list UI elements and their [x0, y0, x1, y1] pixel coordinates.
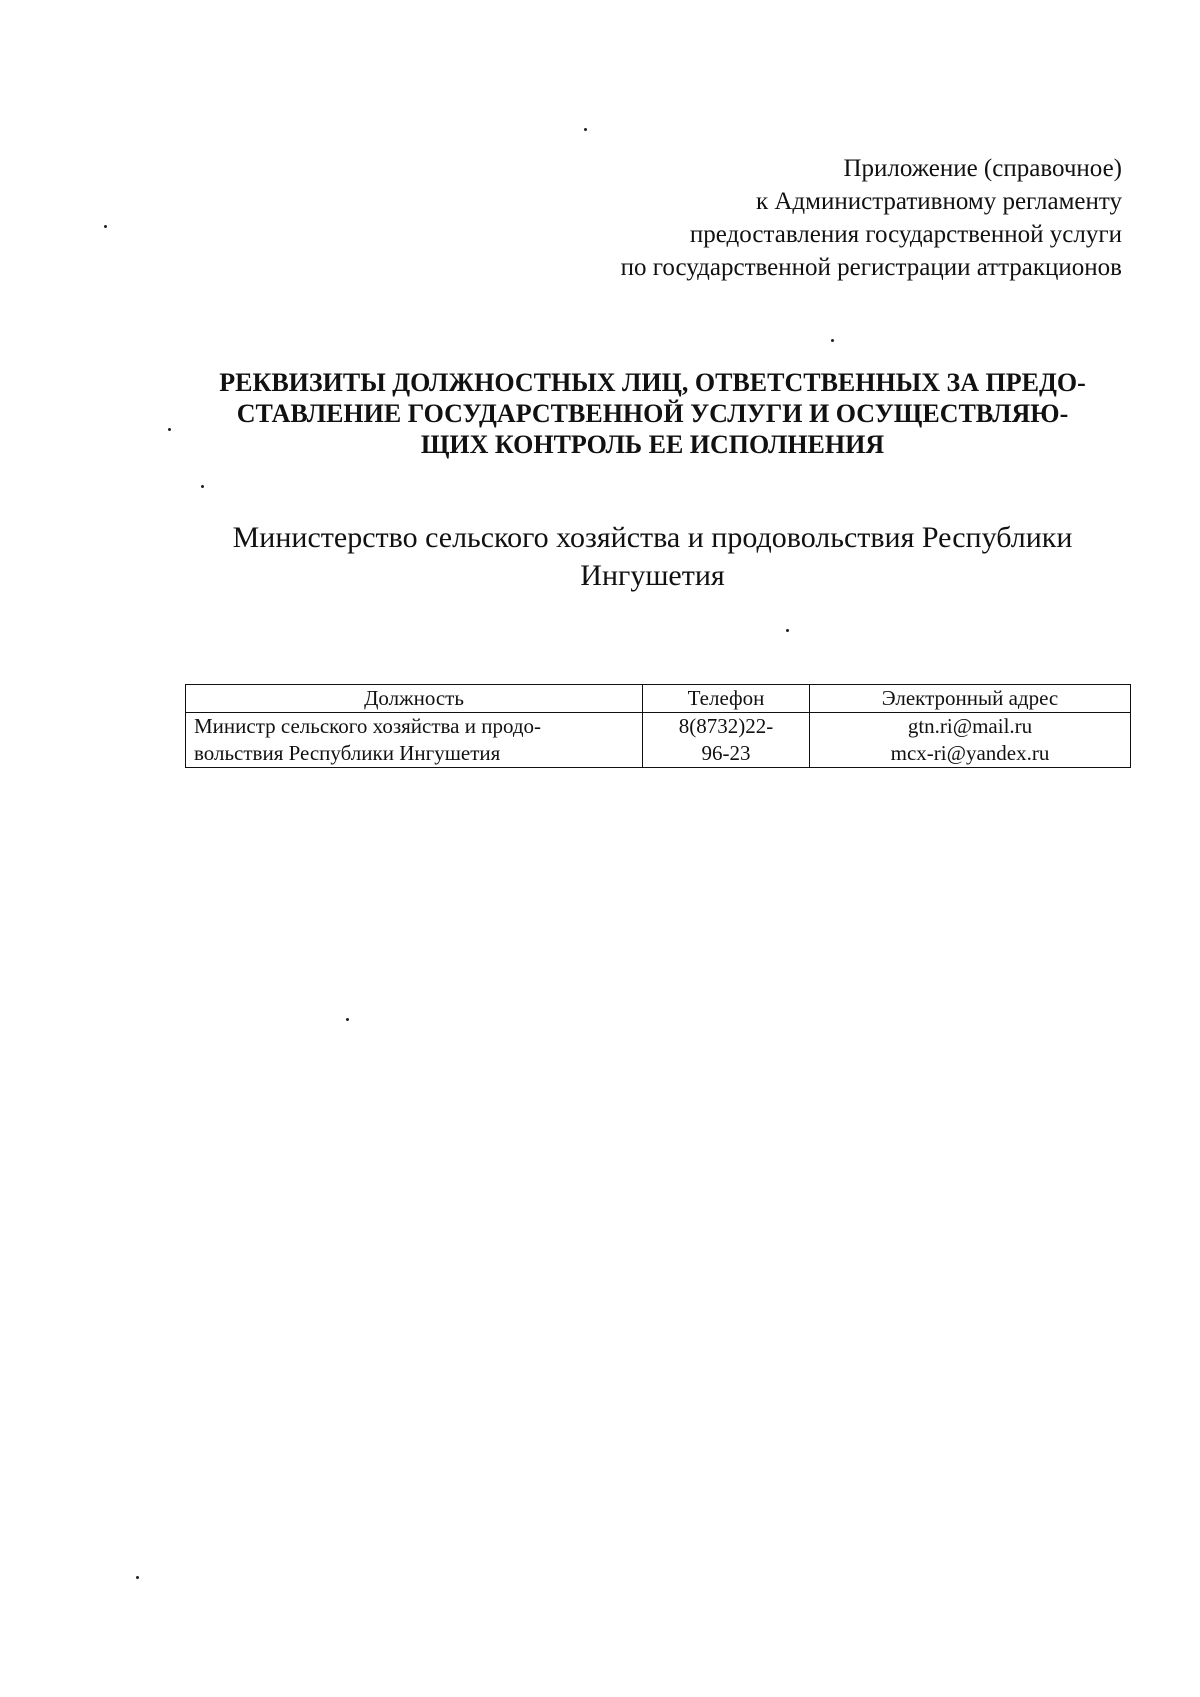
- appendix-line: к Административному регламенту: [755, 188, 1122, 215]
- officials-table: [185, 684, 1131, 768]
- heading-line: РЕКВИЗИТЫ ДОЛЖНОСТНЫХ ЛИЦ, ОТВЕТСТВЕННЫХ ЗА ПРЕДО-: [219, 368, 1086, 397]
- scan-speck: [786, 629, 789, 632]
- email-address: gtn.ri@mail.ru: [907, 714, 1033, 738]
- phone-line: 96-23: [701, 741, 751, 765]
- scan-speck: [831, 339, 834, 342]
- document-heading: [160, 367, 1145, 460]
- appendix-line: предоставления государственной услуги: [689, 221, 1122, 248]
- cell-phone: [643, 713, 810, 768]
- table-row: [186, 713, 1131, 768]
- column-header-position: Должность: [186, 685, 643, 713]
- appendix-line: по государственной регистрации аттракционов: [620, 254, 1122, 281]
- column-header-email: Электронный адрес: [810, 685, 1131, 713]
- email-address: mcx-ri@yandex.ru: [890, 741, 1050, 765]
- table-header-row: [186, 685, 1131, 713]
- column-header-phone: Телефон: [643, 685, 810, 713]
- ministry-line: Ингушетия: [580, 559, 725, 592]
- scan-speck: [584, 128, 587, 131]
- appendix-line: Приложение (справочное): [843, 155, 1122, 182]
- scan-speck: [104, 225, 107, 228]
- scan-speck: [346, 1018, 349, 1021]
- scan-speck: [136, 1576, 139, 1579]
- ministry-line: Министерство сельского хозяйства и продовольствия Республики: [232, 521, 1073, 554]
- appendix-block: [621, 152, 1122, 284]
- heading-line: СТАВЛЕНИЕ ГОСУДАРСТВЕННОЙ УСЛУГИ И ОСУЩЕСТВЛЯЮ-: [236, 399, 1069, 428]
- ministry-name: [160, 519, 1145, 595]
- heading-line: ЩИХ КОНТРОЛЬ ЕЕ ИСПОЛНЕНИЯ: [420, 430, 885, 459]
- cell-position: [186, 713, 643, 768]
- position-line: вольствия Республики Ингушетия: [194, 741, 501, 765]
- position-line: Министр сельского хозяйства и продо-: [194, 714, 542, 738]
- cell-email: [810, 713, 1131, 768]
- scan-speck: [201, 485, 204, 488]
- phone-line: 8(8732)22-: [678, 714, 774, 738]
